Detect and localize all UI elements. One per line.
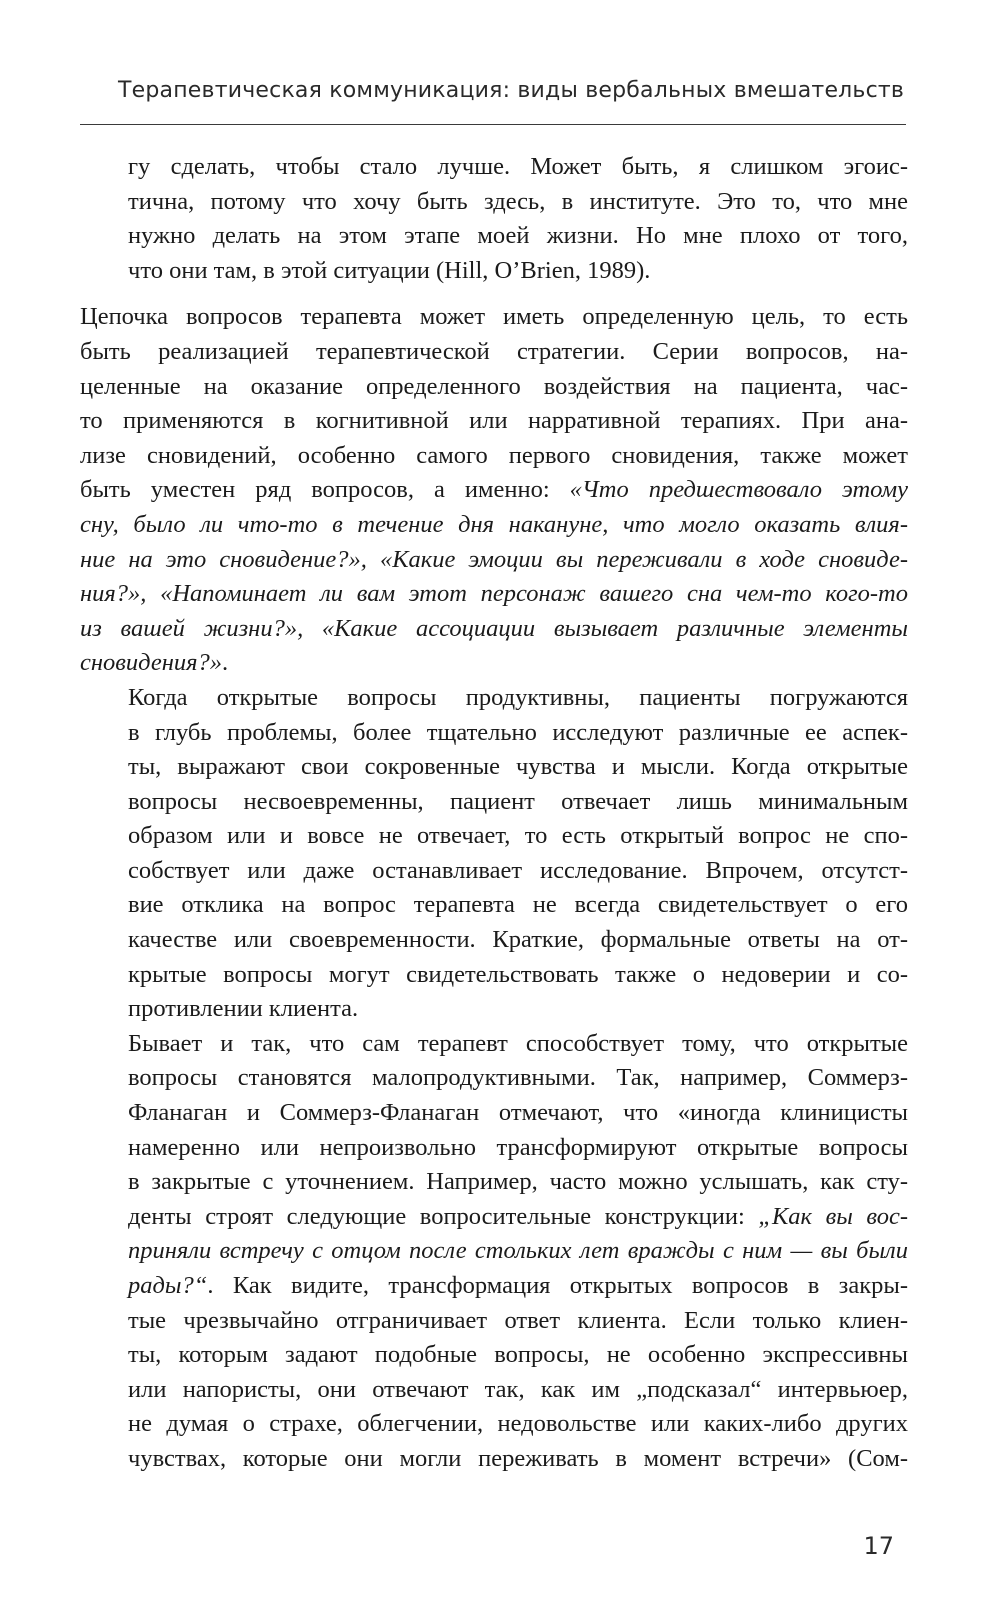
text-line: чувствах, которые они могли переживать в момент встречи» (Сом- bbox=[128, 1444, 908, 1472]
text-line: Бывает и так, что сам терапевт способствует тому, что открытые bbox=[128, 1029, 908, 1057]
text-line: образом или и вовсе не отвечает, то есть открытый вопрос не спо- bbox=[128, 822, 908, 850]
body-text bbox=[80, 150, 908, 1477]
text-line: лизе сновидений, особенно самого первого сновидения, также может bbox=[80, 441, 908, 469]
quote-line: гу сделать, чтобы стало лучше. Может быть, я слишком эгоис- bbox=[128, 153, 908, 180]
header-rule bbox=[80, 124, 906, 125]
text-line: Фланаган и Соммерз-Фланаган отмечают, что «иногда клиницисты bbox=[128, 1099, 908, 1127]
text-line bbox=[80, 646, 908, 681]
italic-question-line: из вашей жизни?», «Какие ассоциации вызывает различные элементы bbox=[80, 614, 908, 642]
text-line: целенные на оказание определенного воздействия на пациента, час- bbox=[80, 372, 908, 400]
text-line: в глубь проблемы, более тщательно исследуют различные ее аспек- bbox=[128, 718, 908, 746]
text-line bbox=[80, 1269, 908, 1304]
text-line: ты, выражают свои сокровенные чувства и мысли. Когда открытые bbox=[128, 753, 908, 781]
paragraph-1 bbox=[80, 300, 908, 681]
text-line: вие отклика на вопрос терапевта не всегда свидетельствует о его bbox=[128, 891, 908, 919]
block-quote bbox=[80, 150, 908, 288]
text-line: Цепочка вопросов терапевта может иметь определенную цель, то есть bbox=[80, 303, 908, 331]
italic-question-line: сну, было ли что-то в течение дня накануне, что могло оказать влия- bbox=[80, 510, 908, 538]
text-line: не думая о страхе, облегчении, недовольстве или каких-либо других bbox=[128, 1410, 908, 1438]
text-line: намеренно или непроизвольно трансформируют открытые вопросы bbox=[128, 1133, 908, 1161]
italic-question: «Что предшествовало этому bbox=[569, 476, 909, 504]
italic-quote-line: приняли встречу с отцом после стольких лет вражды с ним — вы были bbox=[128, 1237, 908, 1265]
text-line: тые чрезвычайно отграничивает ответ клиента. Если только клиен- bbox=[128, 1306, 908, 1334]
italic-question-line: ние на это сновидение?», «Какие эмоции вы переживали в ходе сновиде- bbox=[80, 545, 908, 573]
text-line: в закрытые с уточнением. Например, часто можно услышать, как сту- bbox=[128, 1168, 908, 1196]
page-number: 17 bbox=[863, 1532, 894, 1560]
quote-line: тична, потому что хочу быть здесь, в институте. Это то, что мне bbox=[128, 187, 908, 215]
text-line: быть реализацией терапевтической стратегии. Серии вопросов, на- bbox=[80, 337, 908, 365]
text-line: ты, которым задают подобные вопросы, не особенно экспрессивны bbox=[128, 1341, 908, 1369]
paragraph-2 bbox=[80, 681, 908, 1027]
roman-run: . Как видите, трансформация открытых вопросов в закры- bbox=[207, 1272, 908, 1299]
text-line: крытые вопросы могут свидетельствовать также о недоверии и со- bbox=[128, 960, 908, 988]
text-line: качестве или своевременности. Краткие, формальные ответы на от- bbox=[128, 926, 908, 954]
running-head: Терапевтическая коммуникация: виды вербальных вмешательств bbox=[118, 78, 905, 103]
text-line: собствует или даже останавливает исследование. Впрочем, отсутст- bbox=[128, 856, 908, 884]
text-line: Когда открытые вопросы продуктивны, пациенты погружаются bbox=[128, 683, 908, 711]
roman-run: денты строят следующие вопросительные конструкции: bbox=[128, 1202, 759, 1230]
italic-quote: „Как вы вос- bbox=[758, 1202, 908, 1230]
text-line: противлении клиента. bbox=[128, 995, 359, 1023]
text-line: вопросы становятся малопродуктивными. Так, например, Соммерз- bbox=[128, 1064, 908, 1092]
italic-question-line: ния?», «Напоминает ли вам этот персонаж вашего сна чем-то кого-то bbox=[80, 580, 908, 608]
text-line bbox=[80, 1200, 908, 1235]
text-line: вопросы несвоевременны, пациент отвечает лишь минимальным bbox=[128, 787, 908, 815]
italic-quote: рады?“ bbox=[128, 1272, 208, 1299]
roman-run: . bbox=[222, 649, 229, 677]
italic-question: сновидения?» bbox=[80, 649, 223, 677]
text-line: или напористы, они отвечают так, как им „подсказал“ интервьюер, bbox=[128, 1375, 908, 1403]
text-line: то применяются в когнитивной или нарративной терапиях. При ана- bbox=[80, 407, 908, 435]
quote-line: что они там, в этой ситуации (Hill, O’Brien, 1989). bbox=[128, 256, 651, 284]
roman-run: быть уместен ряд вопросов, а именно: bbox=[80, 476, 570, 504]
paragraph-3 bbox=[80, 1027, 908, 1477]
quote-line: нужно делать на этом этапе моей жизни. Но мне плохо от того, bbox=[128, 222, 908, 250]
text-line bbox=[80, 473, 908, 508]
